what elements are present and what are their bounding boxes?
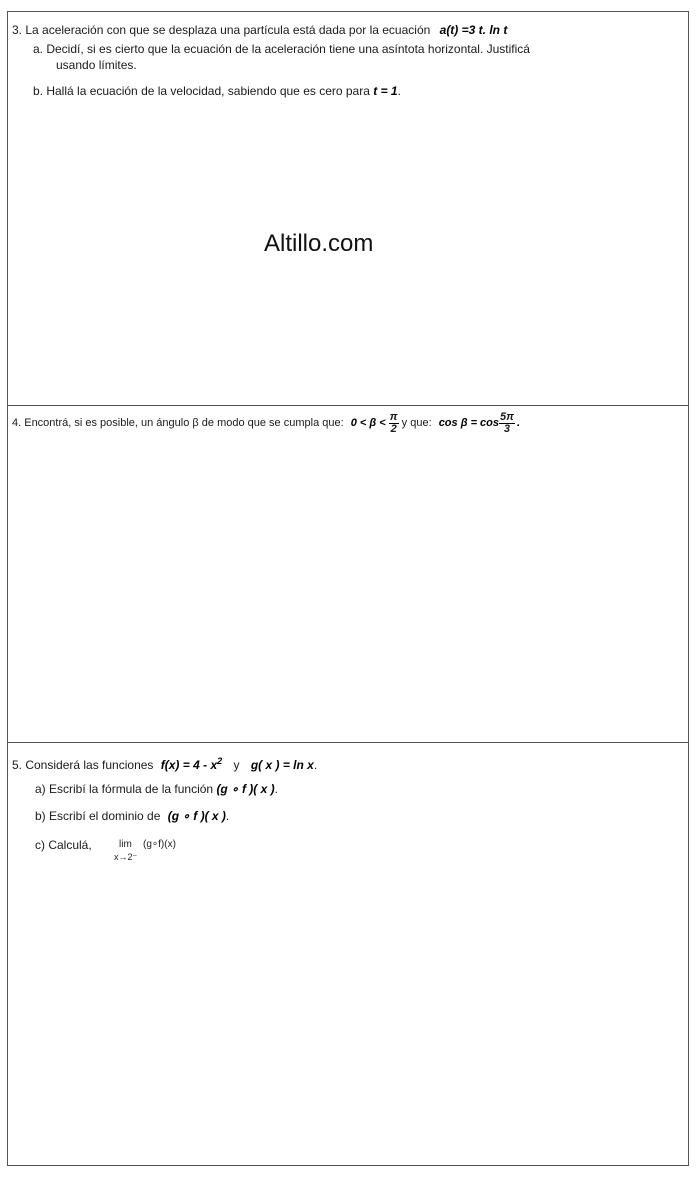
question-3a-line2: usando límites.: [56, 58, 137, 72]
question-5-box: [8, 743, 688, 1167]
question-5a: a) Escribí la fórmula de la función (g ∘ f )( x ).: [35, 782, 278, 796]
limit-symbol: lim: [119, 839, 132, 850]
function-f: $f(x) = 4 - x^2$: [160, 756, 223, 772]
question-3-box: [8, 12, 688, 406]
question-3a-line1: a. Decidí, si es cierto que la ecuación de la aceleración tiene una asíntota horizontal. Justificá: [33, 42, 530, 56]
function-g: g( x ) = ln x: [250, 758, 314, 772]
angle-inequality: 0 < β <: [350, 417, 386, 429]
question-5b: b) Escribí el dominio de (g ∘ f )( x ).: [35, 809, 230, 823]
watermark: Altillo.com: [264, 230, 374, 257]
question-5c: c) Calculá,: [35, 838, 92, 852]
exam-sheet: [7, 11, 689, 1166]
limit-subscript: x→2⁻: [114, 852, 138, 862]
cosine-equation: cos β = cos: [438, 417, 500, 429]
question-3-intro: 3. La aceleración con que se desplaza una partícula está dada por la ecuación a(t) =3 t. ln t: [12, 23, 508, 37]
composition-expression: (g ∘ f )( x ): [167, 809, 226, 823]
question-3b: b. Hallá la ecuación de la velocidad, sabiendo que es cero para t = 1.: [33, 84, 401, 98]
initial-condition: t = 1: [373, 84, 398, 98]
question-4-intro: 4. Encontrá, si es posible, un ángulo β de modo que se cumpla que: 0 < β < $\frac{\pi}{2}$ y que: cos β = cos $\frac{5\pi}{3}$ .: [12, 411, 521, 435]
limit-function: (g∘f)(x): [143, 839, 176, 850]
question-4-box: [8, 406, 688, 743]
acceleration-formula: a(t) =3 t. ln t: [439, 23, 508, 37]
pi-over-2-fraction: $\frac{\pi}{2}$: [389, 411, 398, 435]
composition-expression: (g ∘ f )( x ): [216, 782, 275, 796]
five-pi-over-3-fraction: $\frac{5\pi}{3}$: [500, 411, 514, 435]
question-5-intro: 5. Considerá las funciones $f(x) = 4 - x^2$ y g( x ) = ln x.: [12, 756, 318, 772]
